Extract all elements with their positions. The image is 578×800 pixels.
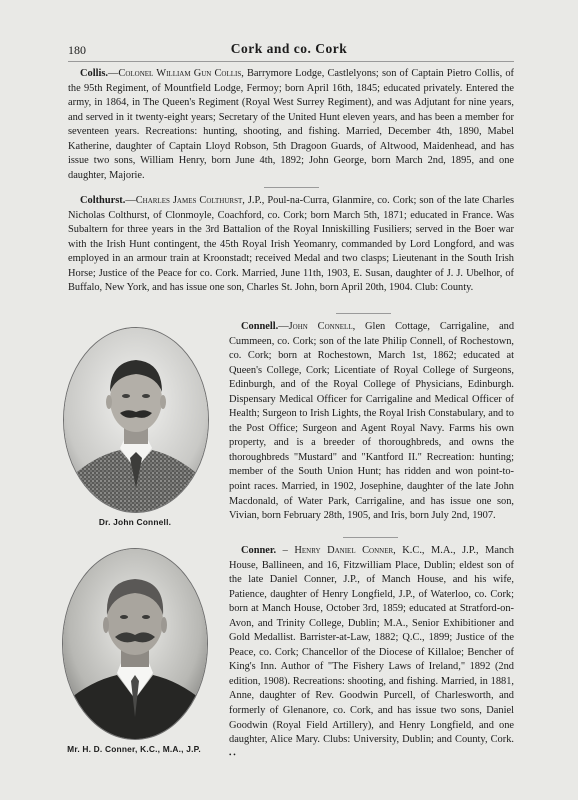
- section-divider: [336, 313, 391, 314]
- entry-name: Colthurst.: [80, 195, 126, 206]
- entry-name: Connell.: [241, 321, 279, 332]
- portrait-hd-conner: [62, 548, 208, 740]
- entry-name: Conner.: [241, 545, 277, 556]
- entry-lead-name: Henry Daniel Conner,: [294, 545, 396, 556]
- entry-text: Barrymore Lodge, Castlelyons; son of Captain Pietro Collis, of the 95th Regiment, of Mountfield Lodge, Fermoy; born April 16th, 1845; educated privately. Entered the army, in 1864, in The Queen's Regiment (Royal West Surrey Regiment), and was Adjutant for nine years, and served in it twenty-eight years; Secretary of the United Hunt eleven years, and has been a member for seventeen years. Recreations: hunting, shooting, and fishing. Married, December 4th, 1890, Mabel Katherine, daughter of Captain Lloyd Robson, 5th Dragoon Guards, of Altwood, Maidenhead, and has issue two sons, William Henry, born June 4th, 1892; John George, born March 2nd, 1895, and one daughter, Majorie.: [68, 68, 514, 181]
- running-title: Cork and co. Cork: [230, 41, 348, 56]
- entry-name: Collis.: [80, 68, 109, 79]
- entry-connell: Connell.—John Connell, Glen Cottage, Carrigaline, and Cummeen, co. Cork; son of the late Philip Connell, of Rochestown, co. Cork; born at Rochestown, March 1st, 1862; educated at Queen's College, Cork; Licentiate of Royal College of Surgeons, Edinburgh, and of the Royal College of Physicians, Edinburgh. Dispensary Medical Officer for Carrigaline and Medical Officer of Health; Surgeon to Irish Lights, the Royal Irish Constabulary, and to the Post Office; Surgeon and Agent Royal Navy. Farms his own property, and is a breeder of thoroughbreds, and owns the thoroughbreds "Mustard" and "Kantford II." Recreation: hunting; member of the South Union Hunt; has ridden and won point-to-point races. Married, in 1902, Josephine, daughter of the late John Macdonald, of Water Park, Carrigaline, and has issue one son, Vivian, born February 28th, 1905, and Iris, born July 2nd, 1907.: [229, 321, 515, 522]
- section-divider: [343, 537, 398, 538]
- portrait-caption-conner: Mr. H. D. Conner, K.C., M.A., J.P.: [67, 744, 201, 754]
- entry-lead-name: John Connell,: [288, 321, 356, 332]
- portrait-caption-connell: Dr. John Connell.: [98, 517, 172, 527]
- entry-collis: Collis.—Colonel William Gun Collis, Barrymore Lodge, Castlelyons; son of Captain Pietro Collis, of the 95th Regiment, of Mountfield Lodge, Fermoy; born April 16th, 1845; educated privately. Entered the army, in 1864, in The Queen's Regiment (Royal West Surrey Regiment), and was Adjutant for nine years, and served in it twenty-eight years; Secretary of the United Hunt eleven years, and has been a member for seventeen years. Recreations: hunting, shooting, and fishing. Married, December 4th, 1890, Mabel Katherine, daughter of Captain Lloyd Robson, 5th Dragoon Guards, of Altwood, Maidenhead, and has issue two sons, William Henry, born June 4th, 1892; John George, born March 2nd, 1895, and one daughter, Majorie.: [68, 68, 514, 181]
- portrait-photo-conner: [63, 549, 207, 739]
- section-divider: [264, 187, 319, 188]
- end-mark: • •: [229, 750, 236, 759]
- entry-text: J.P., Poul-na-Curra, Glanmire, co. Cork; son of the late Charles Nicholas Colthurst, of Clonmoyle, Coachford, co. Cork; born March 5th, 1871; educated in France. Was Subaltern for three years in the 3rd Battalion of the Royal Inniskilling Fusiliers; served in the Boer war with the Irish Hunt contingent, the 45th Royal Irish Yeomanry, commanded by Lord Longford, and was employed in an armour train at Kroonstadt; received Medal and two clasps; Lieutenant in the South Irish Horse; Justice of the Peace for co. Cork. Married, June 11th, 1903, E. Susan, daughter of J. J. Ubelhor, of Buffalo, New York, and has issue one son, Charles St. John, born April 20th, 1904. Club: County.: [68, 195, 514, 294]
- portrait-john-connell: [63, 327, 209, 513]
- header-rule: [68, 61, 514, 62]
- entry-text: K.C., M.A., J.P., Manch House, Ballineen, and 16, Fitzwilliam Place, Dublin; eldest son of the late Daniel Conner, J.P., of Manch House, and his wife, Patience, daughter of Henry Longfield, J.P., of Waterloo, co. Cork; born at Manch House, October 3rd, 1859; educated at Stratford-on-Avon, and Trinity College, Dublin; M.A., Senior Exhibitioner and Gold Medallist. Barrister-at-Law, 1882; Q.C., 1899; Justice of the Peace, co. Cork; Chancellor of the Diocese of Killaloe; Bencher of King's Inn. Author of "The Fishery Laws of Ireland," 1892 (2nd edition, 1908). Recreations: shooting, and fishing. Married, in 1881, Anne, daughter of Rev. Goodwin Purcell, of Charlesworth, and formerly of Glenanore, co. Cork, and has issue two sons, Daniel Goodwin (Royal Field Artillery), and Henry Longfield, and one daughter, Alice Mary. Clubs: University, Dublin; and County, Cork.: [229, 545, 514, 746]
- entry-lead-name: Charles James Colthurst,: [135, 195, 245, 206]
- portrait-photo-connell: [64, 328, 208, 512]
- page-number: 180: [68, 43, 86, 57]
- entry-text: Glen Cottage, Carrigaline, and Cummeen, co. Cork; son of the late Philip Connell, of Rochestown, co. Cork; born at Rochestown, March 1st, 1862; educated at Queen's College, Cork; Licentiate of Royal College of Surgeons, Edinburgh, and of the Royal College of Physicians, Edinburgh. Dispensary Medical Officer for Carrigaline and Medical Officer of Health; Surgeon to Irish Lights, the Royal Irish Constabulary, and to the Post Office; Surgeon and Agent Royal Navy. Farms his own property, and is a breeder of thoroughbreds, and owns the thoroughbreds "Mustard" and "Kantford II." Recreation: hunting; member of the South Union Hunt; has ridden and won point-to-point races. Married, in 1902, Josephine, daughter of the late John Macdonald, of Water Park, Carrigaline, and has issue one son, Vivian, born February 28th, 1905, and Iris, born July 2nd, 1907.: [229, 321, 515, 522]
- entry-lead-name: Colonel William Gun Collis,: [118, 68, 244, 79]
- entry-colthurst: Colthurst.—Charles James Colthurst, J.P., Poul-na-Curra, Glanmire, co. Cork; son of the late Charles Nicholas Colthurst, of Clonmoyle, Coachford, co. Cork; born March 5th, 1871; educated in France. Was Subaltern for three years in the 3rd Battalion of the Royal Inniskilling Fusiliers; served in the Boer war with the Irish Hunt contingent, the 45th Royal Irish Yeomanry, commanded by Lord Longford, and was employed in an armour train at Kroonstadt; received Medal and two clasps; Lieutenant in the South Irish Horse; Justice of the Peace for co. Cork. Married, June 11th, 1903, E. Susan, daughter of J. J. Ubelhor, of Buffalo, New York, and has issue one son, Charles St. John, born April 20th, 1904. Club: County.: [68, 195, 514, 294]
- entry-conner: Conner. – Henry Daniel Conner, K.C., M.A., J.P., Manch House, Ballineen, and 16, Fitzwilliam Place, Dublin; eldest son of the late Daniel Conner, J.P., of Manch House, and his wife, Patience, daughter of Henry Longfield, J.P., of Waterloo, co. Cork; born at Manch House, October 3rd, 1859; educated at Stratford-on-Avon, and Trinity College, Dublin; M.A., Senior Exhibitioner and Gold Medallist. Barrister-at-Law, 1882; Q.C., 1899; Justice of the Peace, co. Cork; Chancellor of the Diocese of Killaloe; Bencher of King's Inn. Author of "The Fishery Laws of Ireland," 1892 (2nd edition, 1908). Recreations: shooting, and fishing. Married, in 1881, Anne, daughter of Rev. Goodwin Purcell, of Charlesworth, and formerly of Glenanore, co. Cork, and has issue two sons, Daniel Goodwin (Royal Field Artillery), and Henry Longfield, and one daughter, Alice Mary. Clubs: University, Dublin; and County, Cork. • •: [229, 545, 514, 759]
